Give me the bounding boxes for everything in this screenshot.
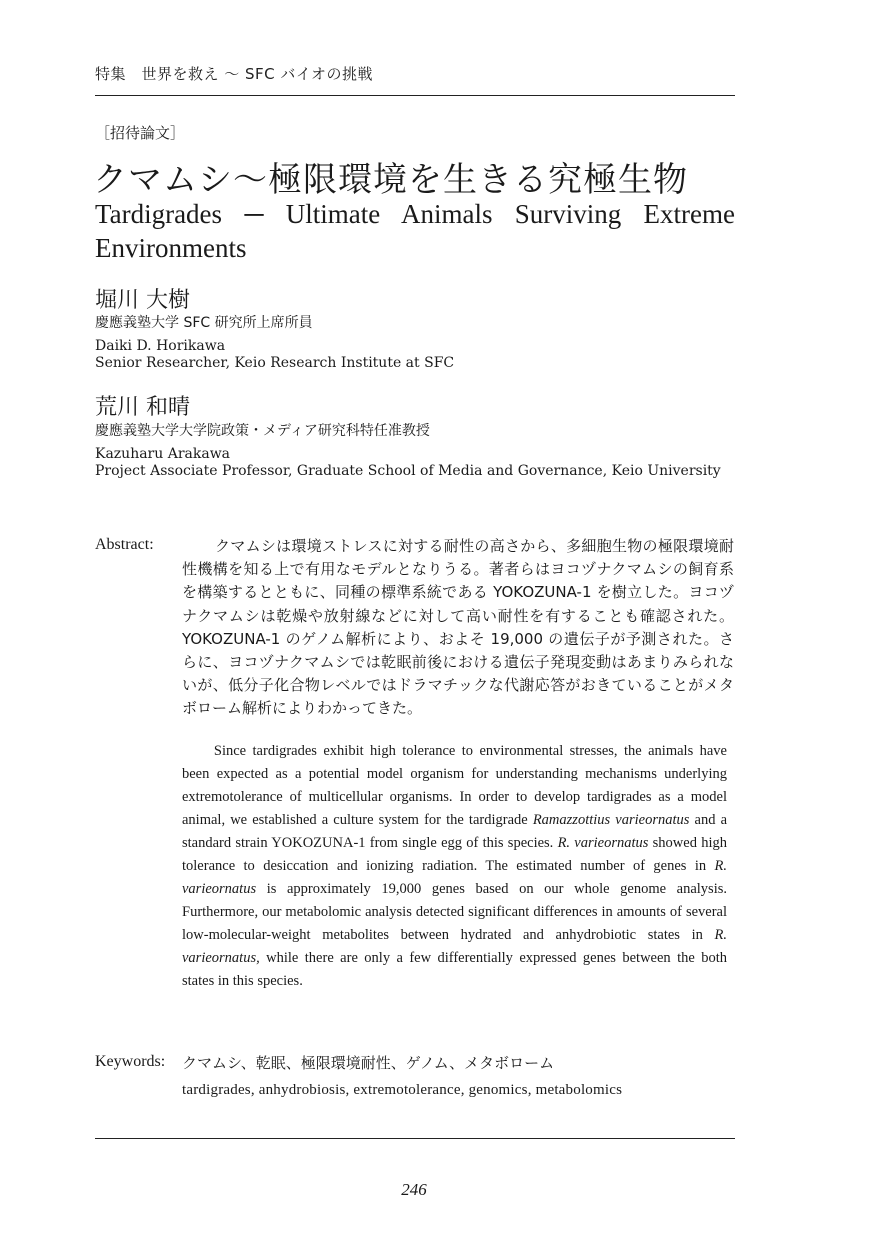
article-category: ［招待論文］: [95, 124, 186, 142]
species-name: R. varieornatus: [557, 835, 649, 851]
abstract-label: Abstract:: [95, 536, 154, 553]
species-name: Ramazzottius varieornatus: [532, 812, 690, 828]
abstract-en-text: and a standard strain YOKOZUNA-1 from single egg of this species.: [182, 812, 728, 851]
keywords-label: Keywords:: [95, 1053, 166, 1070]
species-name: R. varieornatus,: [182, 927, 727, 966]
author-2-name-ja: 荒川 和晴: [95, 395, 190, 420]
page-number: 246: [401, 1180, 427, 1199]
abstract-japanese: [182, 535, 734, 721]
abstract-en-text: Since tardigrades exhibit high tolerance to environmental stresses, the animals have been expected as a potential model organism for understanding mechanisms underlying extremotolerance of multicellular organisms. In order to develop tardigrades as a model animal, we established a culture system for the tardigrade: [182, 743, 727, 828]
author-1-name-en: Daiki D. Horikawa: [95, 338, 226, 354]
abstract-en-text: showed high tolerance to desiccation and ionizing radiation. The estimated number of genes in: [182, 835, 727, 874]
title-english: Tardigrades ─ Ultimate Animals Surviving Extreme Environments: [95, 199, 735, 263]
running-header: 特集 世界を救え ～ SFC バイオの挑戦: [95, 65, 373, 83]
author-1-affiliation-en: Senior Researcher, Keio Research Institute at SFC: [95, 355, 455, 371]
abstract-ja-text: クマムシは環境ストレスに対する耐性の高さから、多細胞生物の極限環境耐性機構を知る上で有用なモデルとなりうる。著者らはヨコヅナクマムシの飼育系を構築するとともに、同種の標準系統である YOKOZUNA-1 を樹立した。ヨコヅナクマムシは乾燥や放射線などに対して高い耐性を有することも確認された。YOKOZUNA-1 のゲノム解析により、およそ 19,000 の遺伝子が予測された。さらに、ヨコヅナクマムシでは乾眠前後における遺伝子発現変動はあまりみられないが、低分子化合物レベルではドラマチックな代謝応答がおきていることがメタボローム解析によりわかってきた。: [182, 537, 734, 718]
title-japanese: クマムシ～極限環境を生きる究極生物: [93, 160, 688, 200]
author-1-affiliation-ja: 慶應義塾大学 SFC 研究所上席所員: [95, 315, 313, 331]
keywords-english: tardigrades, anhydrobiosis, extremotolerance, genomics, metabolomics: [182, 1082, 623, 1098]
abstract-en-text: while there are only a few differentially expressed genes between the both states in this species.: [182, 950, 727, 989]
author-2-affiliation-ja: 慶應義塾大学大学院政策・メディア研究科特任准教授: [95, 423, 430, 439]
author-2-affiliation-en: Project Associate Professor, Graduate School of Media and Governance, Keio University: [95, 463, 721, 479]
abstract-en-text: is approximately 19,000 genes based on our whole genome analysis. Furthermore, our metabolomic analysis detected significant differences in amounts of several low-molecular-weight metabolites between hydrated and anhydrobiotic states in: [182, 881, 727, 943]
abstract-english: [182, 740, 727, 993]
author-1-name-ja: 堀川 大樹: [95, 288, 190, 313]
header-rule: [95, 95, 735, 96]
author-2-name-en: Kazuharu Arakawa: [95, 446, 231, 462]
species-name: R. varieornatus: [182, 858, 727, 897]
footer-rule: [95, 1138, 735, 1139]
keywords-japanese: クマムシ、乾眠、極限環境耐性、ゲノム、メタボローム: [182, 1054, 555, 1072]
